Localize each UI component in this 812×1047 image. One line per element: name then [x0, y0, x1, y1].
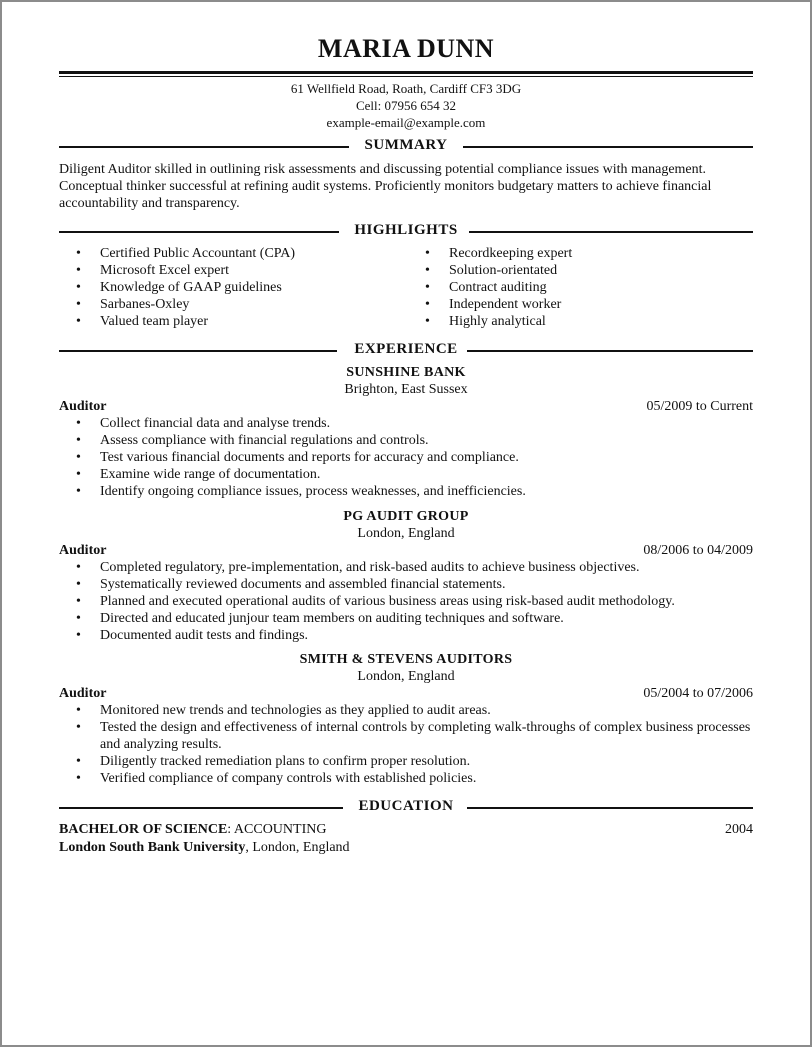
highlight-item: • Solution-orientated	[408, 262, 738, 279]
job-title: Auditor	[59, 543, 107, 558]
heading-rule-right	[467, 350, 753, 352]
job-bullet: • Verified compliance of company controls with established policies.	[59, 770, 753, 787]
contact-info	[59, 80, 753, 131]
job-bullet: • Test various financial documents and reports for accuracy and compliance.	[59, 449, 753, 466]
education-field: : ACCOUNTING	[227, 822, 327, 837]
highlight-item: • Contract auditing	[408, 279, 738, 296]
job-bullets	[59, 559, 753, 644]
resume-name: MARIA DUNN	[317, 34, 495, 63]
job-dates: 05/2004 to 07/2006	[643, 686, 753, 701]
highlights-left-column	[59, 245, 389, 330]
job-dates: 08/2006 to 04/2009	[643, 543, 753, 558]
job-location: London, England	[357, 669, 455, 684]
job-bullet: • Systematically reviewed documents and assembled financial statements.	[59, 576, 753, 593]
job-company: SUNSHINE BANK	[346, 365, 466, 380]
education-degree-row	[59, 821, 753, 838]
job-bullet: • Diligently tracked remediation plans to confirm proper resolution.	[59, 753, 753, 770]
job-title-row	[59, 542, 753, 559]
contact-email: example-email@example.com	[326, 115, 486, 130]
job-title: Auditor	[59, 686, 107, 701]
education-year: 2004	[725, 822, 753, 837]
job-company: SMITH & STEVENS AUDITORS	[299, 652, 513, 667]
header-rule-thin	[59, 76, 753, 77]
education-heading	[59, 798, 753, 816]
job-bullet: • Monitored new trends and technologies as they applied to audit areas.	[59, 702, 753, 719]
job-bullet: • Tested the design and effectiveness of internal controls by completing walk-throughs of complex business processes and analyzing results.	[59, 719, 753, 753]
job-bullet: • Identify ongoing compliance issues, process weaknesses, and inefficiencies.	[59, 483, 753, 500]
heading-rule-right	[469, 231, 753, 233]
highlight-item: • Valued team player	[59, 313, 389, 330]
highlight-item: • Independent worker	[408, 296, 738, 313]
job-bullet: • Documented audit tests and findings.	[59, 627, 753, 644]
education-degree: BACHELOR OF SCIENCE	[59, 822, 228, 837]
education-school-location: , London, England	[245, 840, 350, 855]
job-bullet: • Planned and executed operational audits of various business areas using risk-based audit methodology.	[59, 593, 753, 610]
highlight-item: • Knowledge of GAAP guidelines	[59, 279, 389, 296]
summary-heading-label: SUMMARY	[364, 137, 448, 153]
highlights-heading	[59, 222, 753, 240]
highlight-item: • Microsoft Excel expert	[59, 262, 389, 279]
job-title-row	[59, 398, 753, 415]
summary-text: Diligent Auditor skilled in outlining risk assessments and discussing potential compliance issues with management. Conceptual thinker successful at refining audit systems. Proficiently monitors budgetary matters to achieve financial accountability and transparency.	[59, 162, 712, 211]
highlights-heading-label: HIGHLIGHTS	[354, 222, 458, 238]
highlight-item: • Highly analytical	[408, 313, 738, 330]
highlight-item: • Recordkeeping expert	[408, 245, 738, 262]
job-location: London, England	[357, 526, 455, 541]
job-title: Auditor	[59, 399, 107, 414]
highlight-item: • Sarbanes-Oxley	[59, 296, 389, 313]
job-bullet: • Completed regulatory, pre-implementation, and risk-based audits to achieve business objectives.	[59, 559, 753, 576]
job-bullets	[59, 415, 753, 500]
job-title-row	[59, 685, 753, 702]
job-bullet: • Directed and educated junjour team members on auditing techniques and software.	[59, 610, 753, 627]
education-school: London South Bank University	[59, 840, 246, 855]
heading-rule-right	[463, 146, 753, 148]
education-school-row	[59, 839, 753, 856]
job-location: Brighton, East Sussex	[344, 382, 468, 397]
experience-heading-label: EXPERIENCE	[354, 341, 458, 357]
highlight-item: • Certified Public Accountant (CPA)	[59, 245, 389, 262]
job-bullet: • Examine wide range of documentation.	[59, 466, 753, 483]
experience-heading	[59, 341, 753, 359]
heading-rule-right	[467, 807, 753, 809]
contact-phone: Cell: 07956 654 32	[355, 98, 457, 113]
job-bullet: • Collect financial data and analyse trends.	[59, 415, 753, 432]
job-bullet: • Assess compliance with financial regulations and controls.	[59, 432, 753, 449]
highlights-right-column	[408, 245, 738, 330]
header-rule-thick	[59, 71, 753, 74]
education-heading-label: EDUCATION	[358, 798, 454, 814]
job-bullets	[59, 702, 753, 787]
job-company: PG AUDIT GROUP	[343, 509, 469, 524]
contact-address: 61 Wellfield Road, Roath, Cardiff CF3 3DG	[290, 81, 522, 96]
job-dates: 05/2009 to Current	[646, 399, 753, 414]
summary-heading	[59, 137, 753, 155]
